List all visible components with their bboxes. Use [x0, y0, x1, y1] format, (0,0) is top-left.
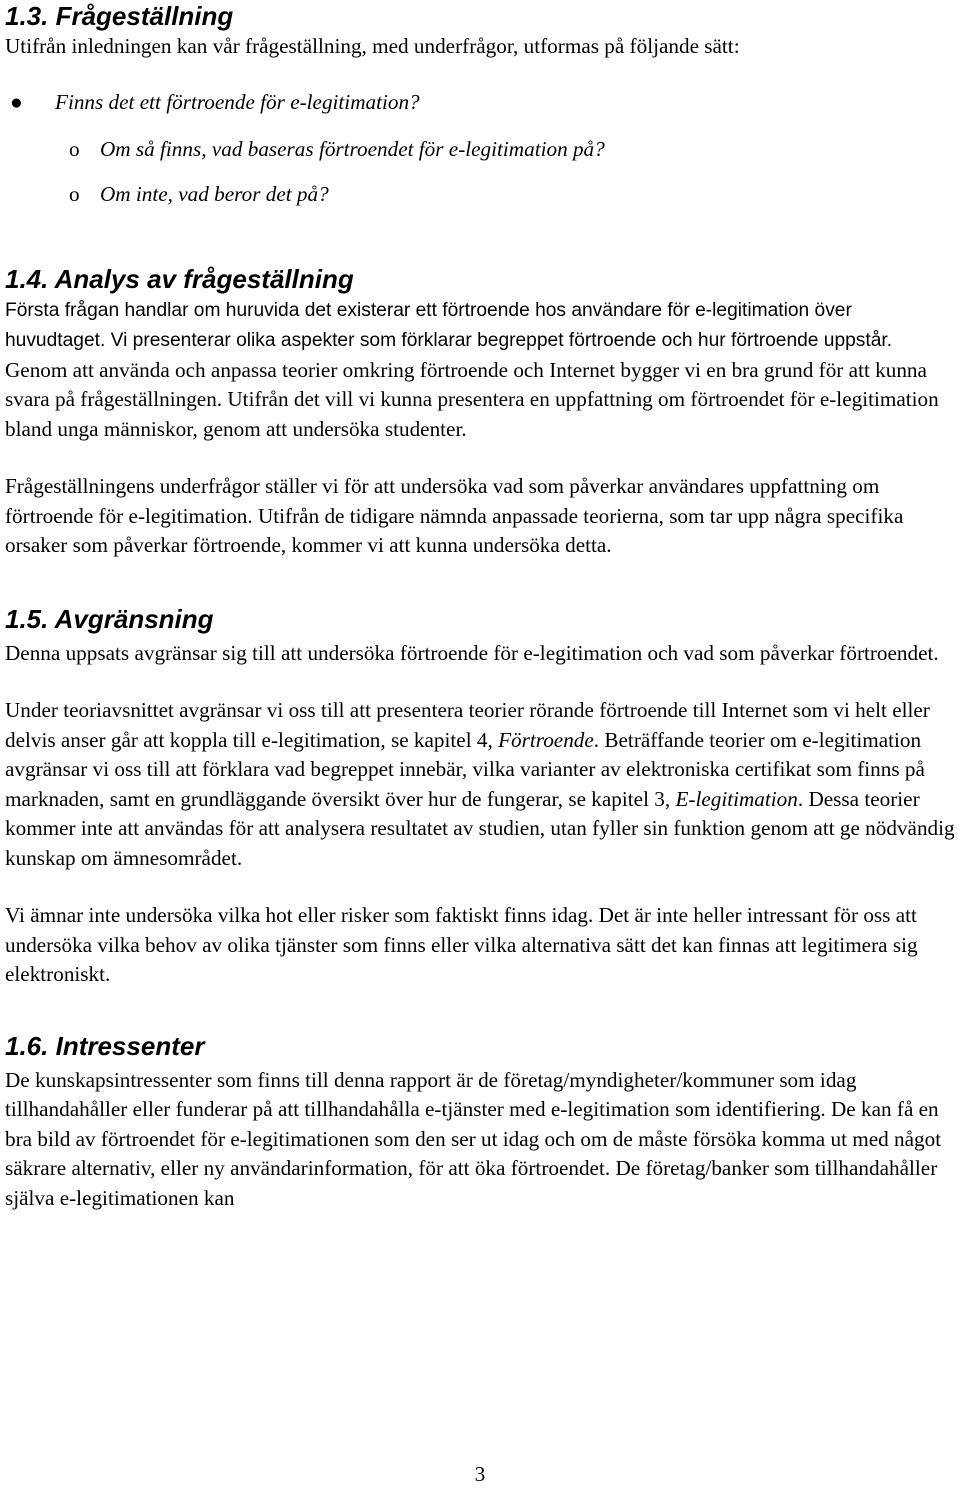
- sub-question-1: Om så finns, vad baseras förtroendet för e-legitimation på?: [100, 136, 605, 161]
- section-1-3-intro: Utifrån inledningen kan vår frågeställning, med underfrågor, utformas på följande sätt:: [5, 34, 740, 58]
- section-heading-1-3: 1.3. Frågeställning: [5, 1, 234, 31]
- sub-bullet-item: [5, 135, 957, 180]
- text-run: . Dessa teorier kommer inte att användas för att analysera resultatet av studien, utan fyller sin funktion genom att ge nödvändig kunskap om ämnesområdet.: [5, 786, 955, 870]
- sub-bullet-marker: o: [69, 181, 80, 206]
- section-1-5-paragraph-1: Denna uppsats avgränsar sig till att undersöka förtroende för e-legitimation och vad som påverkar förtroendet.: [5, 640, 939, 665]
- page-number: 3: [474, 1462, 486, 1486]
- section-1-4-paragraph-1: [5, 295, 957, 445]
- text-run: Under teoriavsnittet avgränsar vi oss till att presentera teorier rörande förtroende till Internet som vi helt eller delvis anser går att koppla till e-legitimation, se kapitel 4,: [5, 698, 930, 752]
- sub-bullet-item: [5, 180, 957, 225]
- chapter-reference-fortroende: Förtroende: [498, 727, 594, 752]
- section-heading-1-6: 1.6. Intressenter: [5, 1030, 205, 1061]
- sub-bullet-marker: o: [69, 136, 80, 161]
- section-1-5-paragraph-2: [5, 696, 957, 873]
- section-1-5-paragraph-3: Vi ämnar inte undersöka vilka hot eller risker som faktiskt finns idag. Det är inte heller intressant för oss att undersöka vilka behov av olika tjänster som finns eller vilka alternativa sätt det kan finnas att legitimera sig elektroniskt.: [5, 903, 918, 986]
- section-1-4-paragraph-2: Frågeställningens underfrågor ställer vi för att undersöka vad som påverkar användares uppfattning om förtroende för e-legitimation. Utifrån de tidigare nämnda anpassade teorierna, som tar upp några specifika orsaker som påverkar förtroende, kommer vi att kunna undersöka detta.: [5, 474, 904, 557]
- serif-text-run: Genom att använda och anpassa teorier omkring förtroende och Internet bygger vi en bra grund för att kunna svara på frågeställningen. Utifrån det vill vi kunna presentera en uppfattning om förtroendet för e-legitimation bland unga människor, genom att undersöka studenter.: [5, 357, 939, 441]
- bullet-item: [5, 88, 957, 135]
- section-heading-1-4: 1.4. Analys av frågeställning: [5, 263, 354, 294]
- sans-text-run: Första frågan handlar om huruvida det existerar ett förtroende hos användare för e-legitimation över huvudtaget. Vi presenterar olika aspekter som förklarar begreppet förtroende och hur förtroende uppstår.: [5, 299, 893, 351]
- bullet-marker: ●: [10, 89, 23, 114]
- chapter-reference-e-legitimation: E-legitimation: [675, 786, 798, 811]
- section-1-6-paragraph-1: De kunskapsintressenter som finns till denna rapport är de företag/myndigheter/kommuner som idag tillhandahåller eller funderar på att tillhandahålla e-tjänster med e-legitimation som identifiering. De kan få en bra bild av förtroendet för e-legitimationen som den ser ut idag och om de måste försöka komma ut med något säkrare alternativ, eller ny användarinformation, för att öka förtroendet. De företag/banker som tillhandahåller själva e-legitimationen kan: [5, 1067, 942, 1210]
- text-run: . Beträffande teorier om e-legitimation avgränsar vi oss till att förklara vad begreppet innebär, vilka varianter av elektroniska certifikat som finns på marknaden, samt en grundläggande översikt över hur de fungerar, se kapitel 3,: [5, 727, 925, 811]
- bullet-question: Finns det ett förtroende för e-legitimation?: [55, 89, 420, 114]
- sub-question-2: Om inte, vad beror det på?: [100, 181, 329, 206]
- document-page: [5, 0, 957, 1213]
- section-heading-1-5: 1.5. Avgränsning: [5, 603, 214, 634]
